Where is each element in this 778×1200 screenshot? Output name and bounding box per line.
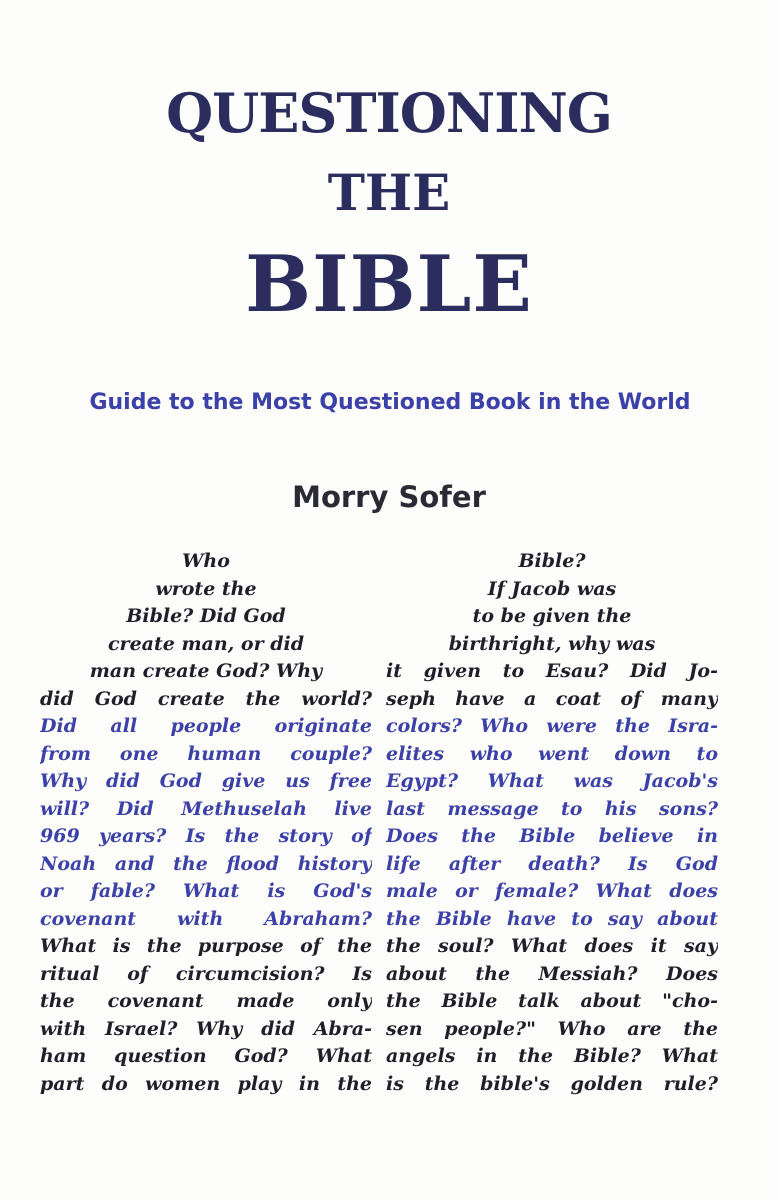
right-column-line: angels in the Bible? What	[386, 1045, 718, 1067]
left-column-line: create man, or did	[107, 632, 304, 655]
title-line-the: THE	[327, 163, 451, 222]
right-column-line: the Bible have to say about	[386, 907, 718, 930]
left-column-line: Bible? Did God	[126, 605, 286, 627]
right-column-line: last message to his sons?	[386, 797, 718, 820]
right-text-column	[386, 548, 718, 1098]
left-column-line: or fable? What is God's	[40, 880, 372, 902]
left-column-line: man create God? Why	[89, 660, 323, 682]
right-column-line: the Bible talk about "cho-	[386, 990, 718, 1012]
right-column-line: to be given the	[472, 605, 632, 627]
right-column-line: If Jacob was	[487, 577, 617, 600]
left-column-line: Did all people originate	[40, 715, 372, 737]
title-line-questioning: QUESTIONING	[166, 81, 612, 145]
right-column-line: birthright, why was	[448, 632, 656, 655]
right-column-line: sen people?" Who are the	[386, 1017, 718, 1040]
left-column-line: Noah and the flood history	[40, 852, 372, 875]
left-column-line: What is the purpose of the	[40, 935, 372, 957]
left-column-line: part do women play in the	[40, 1072, 372, 1095]
left-column-line: from one human couple?	[40, 742, 372, 765]
right-column-line: Egypt? What was Jacob's	[386, 770, 718, 792]
left-column-line: Who	[182, 550, 230, 572]
left-text-column	[40, 548, 372, 1098]
title-line-bible: BIBLE	[245, 239, 533, 330]
right-column-line: life after death? Is God	[386, 852, 718, 875]
left-column-line: covenant with Abraham?	[40, 907, 372, 930]
right-column-line: the soul? What does it say	[386, 935, 718, 957]
left-column-line: 969 years? Is the story of	[40, 825, 372, 847]
left-column-line: will? Did Methuselah live	[40, 797, 372, 820]
right-column-line: male or female? What does	[386, 880, 718, 902]
left-column-line: the covenant made only	[40, 990, 372, 1012]
subtitle: Guide to the Most Questioned Book in the World	[89, 390, 691, 415]
right-column-line: elites who went down to	[386, 742, 718, 765]
left-column-line: ham question God? What	[40, 1045, 372, 1067]
left-column-line: wrote the	[155, 577, 257, 600]
right-column-line: about the Messiah? Does	[386, 962, 718, 985]
left-column-line: with Israel? Why did Abra-	[40, 1017, 372, 1040]
left-column-line: ritual of circumcision? Is	[40, 962, 372, 985]
right-column-line: Does the Bible believe in	[386, 825, 718, 847]
left-column-line: did God create the world?	[40, 687, 372, 710]
right-column-line: colors? Who were the Isra-	[386, 715, 718, 737]
right-column-line: is the bible's golden rule?	[386, 1072, 718, 1095]
right-column-line: Bible?	[518, 550, 586, 572]
right-column-line: seph have a coat of many	[386, 687, 718, 710]
right-column-line: it given to Esau? Did Jo-	[386, 660, 718, 682]
left-column-line: Why did God give us free	[40, 770, 372, 792]
author-name: Morry Sofer	[292, 480, 486, 514]
